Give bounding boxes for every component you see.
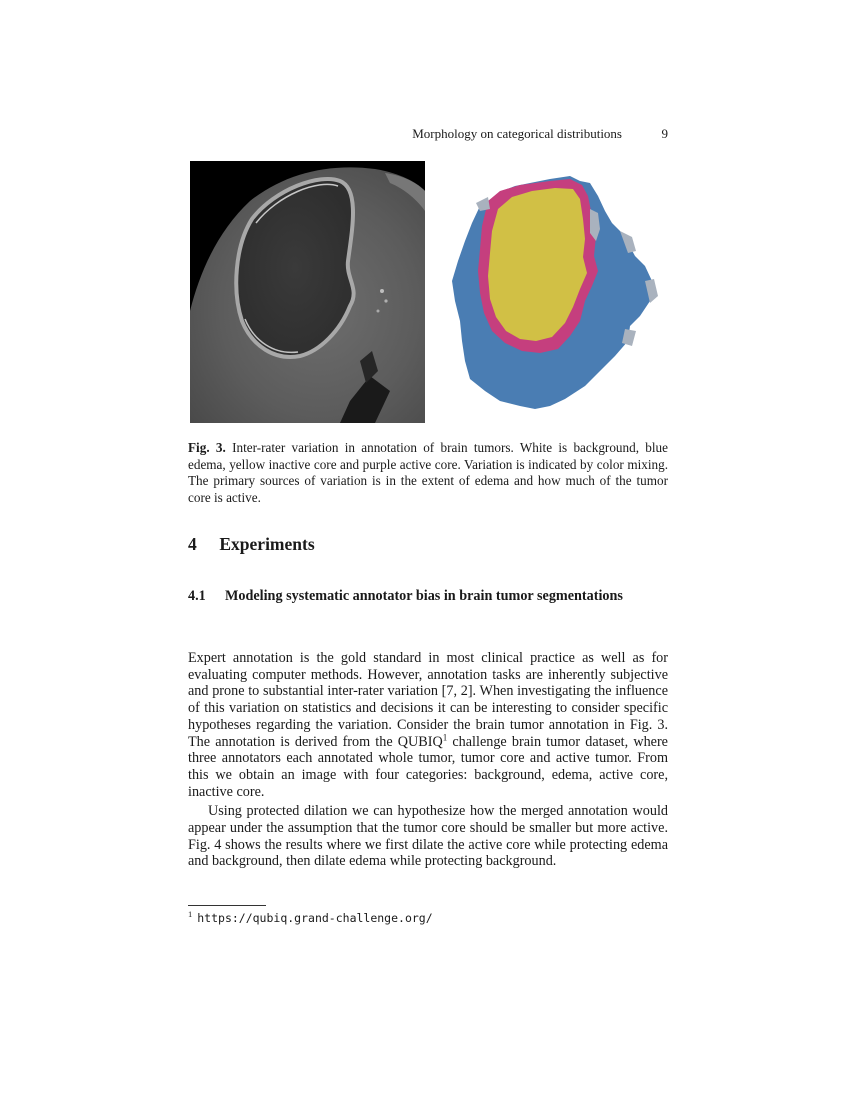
subsection-heading [188, 587, 668, 605]
running-title: Morphology on categorical distributions [412, 126, 622, 141]
footnote-mark: 1 [188, 909, 193, 919]
figure-label: Fig. 3. [188, 440, 226, 455]
footnote-url[interactable]: https://qubiq.grand-challenge.org/ [197, 911, 433, 925]
footnote [188, 909, 668, 926]
section-heading [188, 534, 668, 555]
paragraph-1 [188, 650, 668, 800]
section-number: 4 [188, 534, 197, 554]
footnote-ref[interactable]: 1 [442, 731, 448, 742]
section-title: Experiments [219, 534, 315, 554]
mri-image [190, 161, 425, 423]
subsection-number: 4.1 [188, 588, 206, 604]
figure-caption [188, 440, 668, 506]
page-number: 9 [661, 126, 668, 141]
subsection-title: Modeling systematic annotator bias in brain tumor segmentations [225, 588, 623, 604]
footnote-rule [188, 905, 266, 906]
segmentation-panel [440, 161, 675, 423]
paragraph-2: Using protected dilation we can hypothesize how the merged annotation would appear under the assumption that the tumor core should be smaller but more active. Fig. 4 shows the results where we first dilate the active core while protecting edema and background, then dilate edema while protecting background. [188, 803, 668, 870]
mri-image-panel [190, 161, 425, 423]
segmentation-map [440, 161, 675, 423]
body-text [188, 650, 668, 870]
figure-caption-text: Inter-rater variation in annotation of brain tumors. White is background, blue edema, yellow inactive core and purple active core. Variation is indicated by color mixing. The primary sources of variation is in the extent of edema and how much of the tumor core is active. [188, 440, 668, 505]
paragraph-1-part-a: Expert annotation is the gold standard in most clinical practice as well as for evaluating computer methods. However, annotation tasks are inherently subjective and prone to substantial inter-rater variation [7, 2]. When investigating the influence of this variation on statistics and decisions it can be interesting to consider specific hypotheses regarding the variation. Consider the brain tumor annotation in Fig. 3. The annotation is derived from the QUBIQ [188, 650, 668, 750]
running-header [188, 126, 668, 144]
paragraph-1-part-b: challenge brain tumor dataset, where three annotators each annotated whole tumor, tumor core and active tumor. From this we obtain an image with four categories: background, edema, active core, inactive core. [188, 733, 668, 800]
